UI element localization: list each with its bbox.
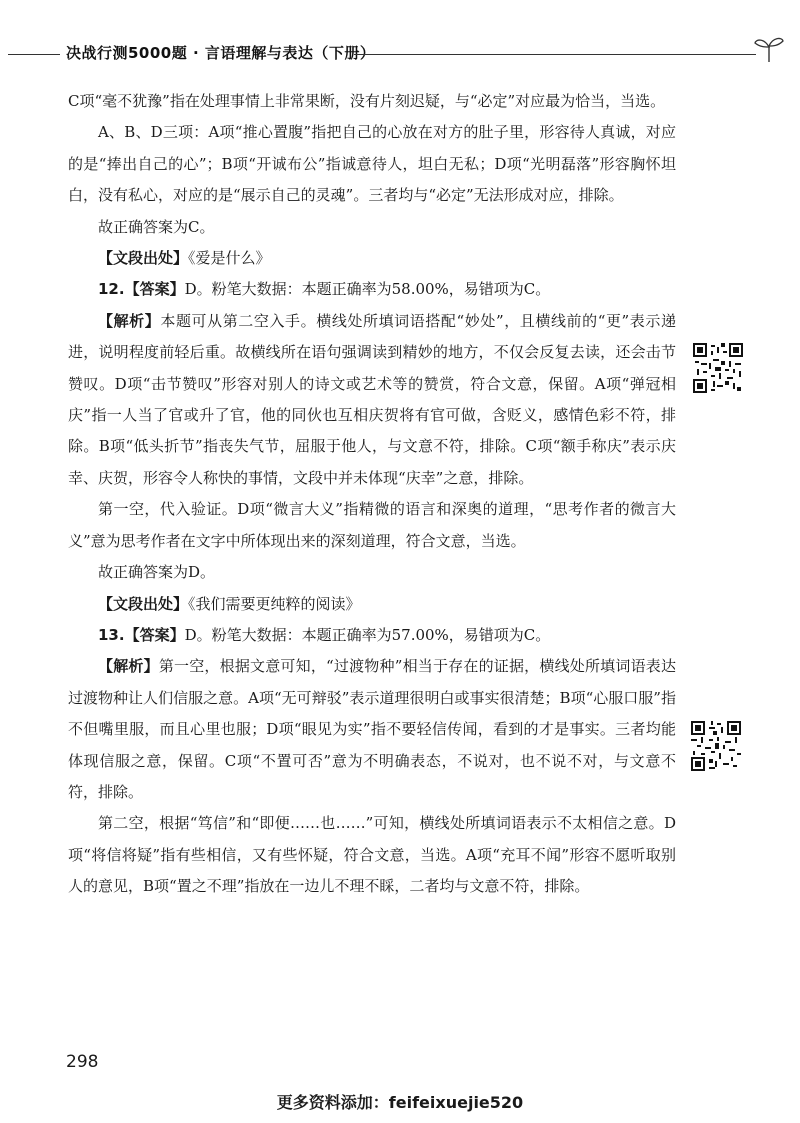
analysis-paragraph bbox=[68, 651, 676, 808]
analysis-tag: 【解析】 bbox=[98, 657, 159, 676]
answer-explanation-body bbox=[68, 86, 676, 903]
paragraph: 第二空，根据“笃信”和“即便……也……”可知，横线处所填词语表示不太相信之意。D项“将信将疑”指有些相信，又有些怀疑，符合文意，当选。A项“充耳不闻”形容不愿听取别人的意见，B项“置之不理”指放在一边儿不理不睬，二者均与文意不符，排除。 bbox=[68, 814, 676, 896]
paragraph: 故正确答案为D。 bbox=[98, 563, 216, 582]
paragraph: A、B、D三项：A项“推心置腹”指把自己的心放在对方的肚子里，形容待人真诚，对应的是“捧出自己的心”；B项“开诚布公”指诚意待人，坦白无私；D项“光明磊落”形容胸怀坦白，没有私心，对应的是“展示自己的灵魂”。三者均与“必定”无法形成对应，排除。 bbox=[68, 123, 676, 205]
source-tag: 【文段出处】 bbox=[98, 249, 189, 268]
analysis-text: 第一空，根据文意可知，“过渡物种”相当于存在的证据，横线处所填词语表达过渡物种让人们信服之意。A项“无可辩驳”表示道理很明白或事实很清楚；B项“心服口服”指不但嘴里服，而且心里也服；D项“眼见为实”指不要轻信传闻，看到的才是事实。三者均能体现信服之意，保留。C项“不置可否”意为不明确表态，不说对，也不说不对，与文意不符，排除。 bbox=[68, 657, 676, 801]
answer-text: D。粉笔大数据：本题正确率为57.00%，易错项为C。 bbox=[184, 625, 551, 644]
running-header bbox=[8, 40, 786, 68]
answer-line bbox=[68, 274, 676, 305]
analysis-tag: 【解析】 bbox=[98, 311, 161, 330]
paragraph: 第一空，代入验证。D项“微言大义”指精微的语言和深奥的道理，“思考作者的微言大义”意为思考作者在文字中所体现出来的深刻道理，符合文意，当选。 bbox=[68, 500, 676, 550]
paragraph: 故正确答案为C。 bbox=[98, 217, 215, 236]
answer-line bbox=[68, 620, 676, 651]
page-number: 298 bbox=[66, 1052, 99, 1072]
source-tag: 【文段出处】 bbox=[98, 594, 189, 613]
answer-tag: 13.【答案】 bbox=[98, 625, 185, 644]
answer-text: D。粉笔大数据：本题正确率为58.00%，易错项为C。 bbox=[184, 280, 551, 299]
header-rule-left bbox=[8, 54, 60, 55]
sprout-icon bbox=[752, 34, 786, 64]
answer-tag: 12.【答案】 bbox=[98, 280, 185, 299]
qr-code-icon[interactable] bbox=[691, 721, 741, 771]
analysis-paragraph bbox=[68, 306, 676, 494]
source-title: 《爱是什么》 bbox=[188, 249, 271, 268]
source-line bbox=[68, 243, 676, 274]
source-title: 《我们需要更纯粹的阅读》 bbox=[188, 594, 361, 613]
footer-note: 更多资料添加：feifeixuejie520 bbox=[276, 1093, 524, 1112]
qr-code-icon[interactable] bbox=[693, 343, 743, 393]
source-line bbox=[68, 589, 676, 620]
analysis-text: 本题可从第二空入手。横线处所填词语搭配“妙处”，且横线前的“更”表示递进，说明程度前轻后重。故横线所在语句强调读到精妙的地方，不仅会反复去读，还会击节赞叹。D项“击节赞叹”形容对别人的诗文或艺术等的赞赏，符合文意，保留。A项“弹冠相庆”指一人当了官或升了官，他的同伙也互相庆贺将有官可做，含贬义，感情色彩不符，排除。B项“低头折节”指丧失气节，屈服于他人，与文意不符，排除。C项“额手称庆”表示庆幸、庆贺，形容令人称快的事情，文段中并未体现“庆幸”之意，排除。 bbox=[68, 311, 676, 487]
paragraph: C项“毫不犹豫”指在处理事情上非常果断，没有片刻迟疑，与“必定”对应最为恰当，当选。 bbox=[68, 92, 666, 110]
header-rule-right bbox=[354, 54, 756, 55]
book-title: 决战行测5000题 · 言语理解与表达（下册） bbox=[66, 44, 376, 62]
